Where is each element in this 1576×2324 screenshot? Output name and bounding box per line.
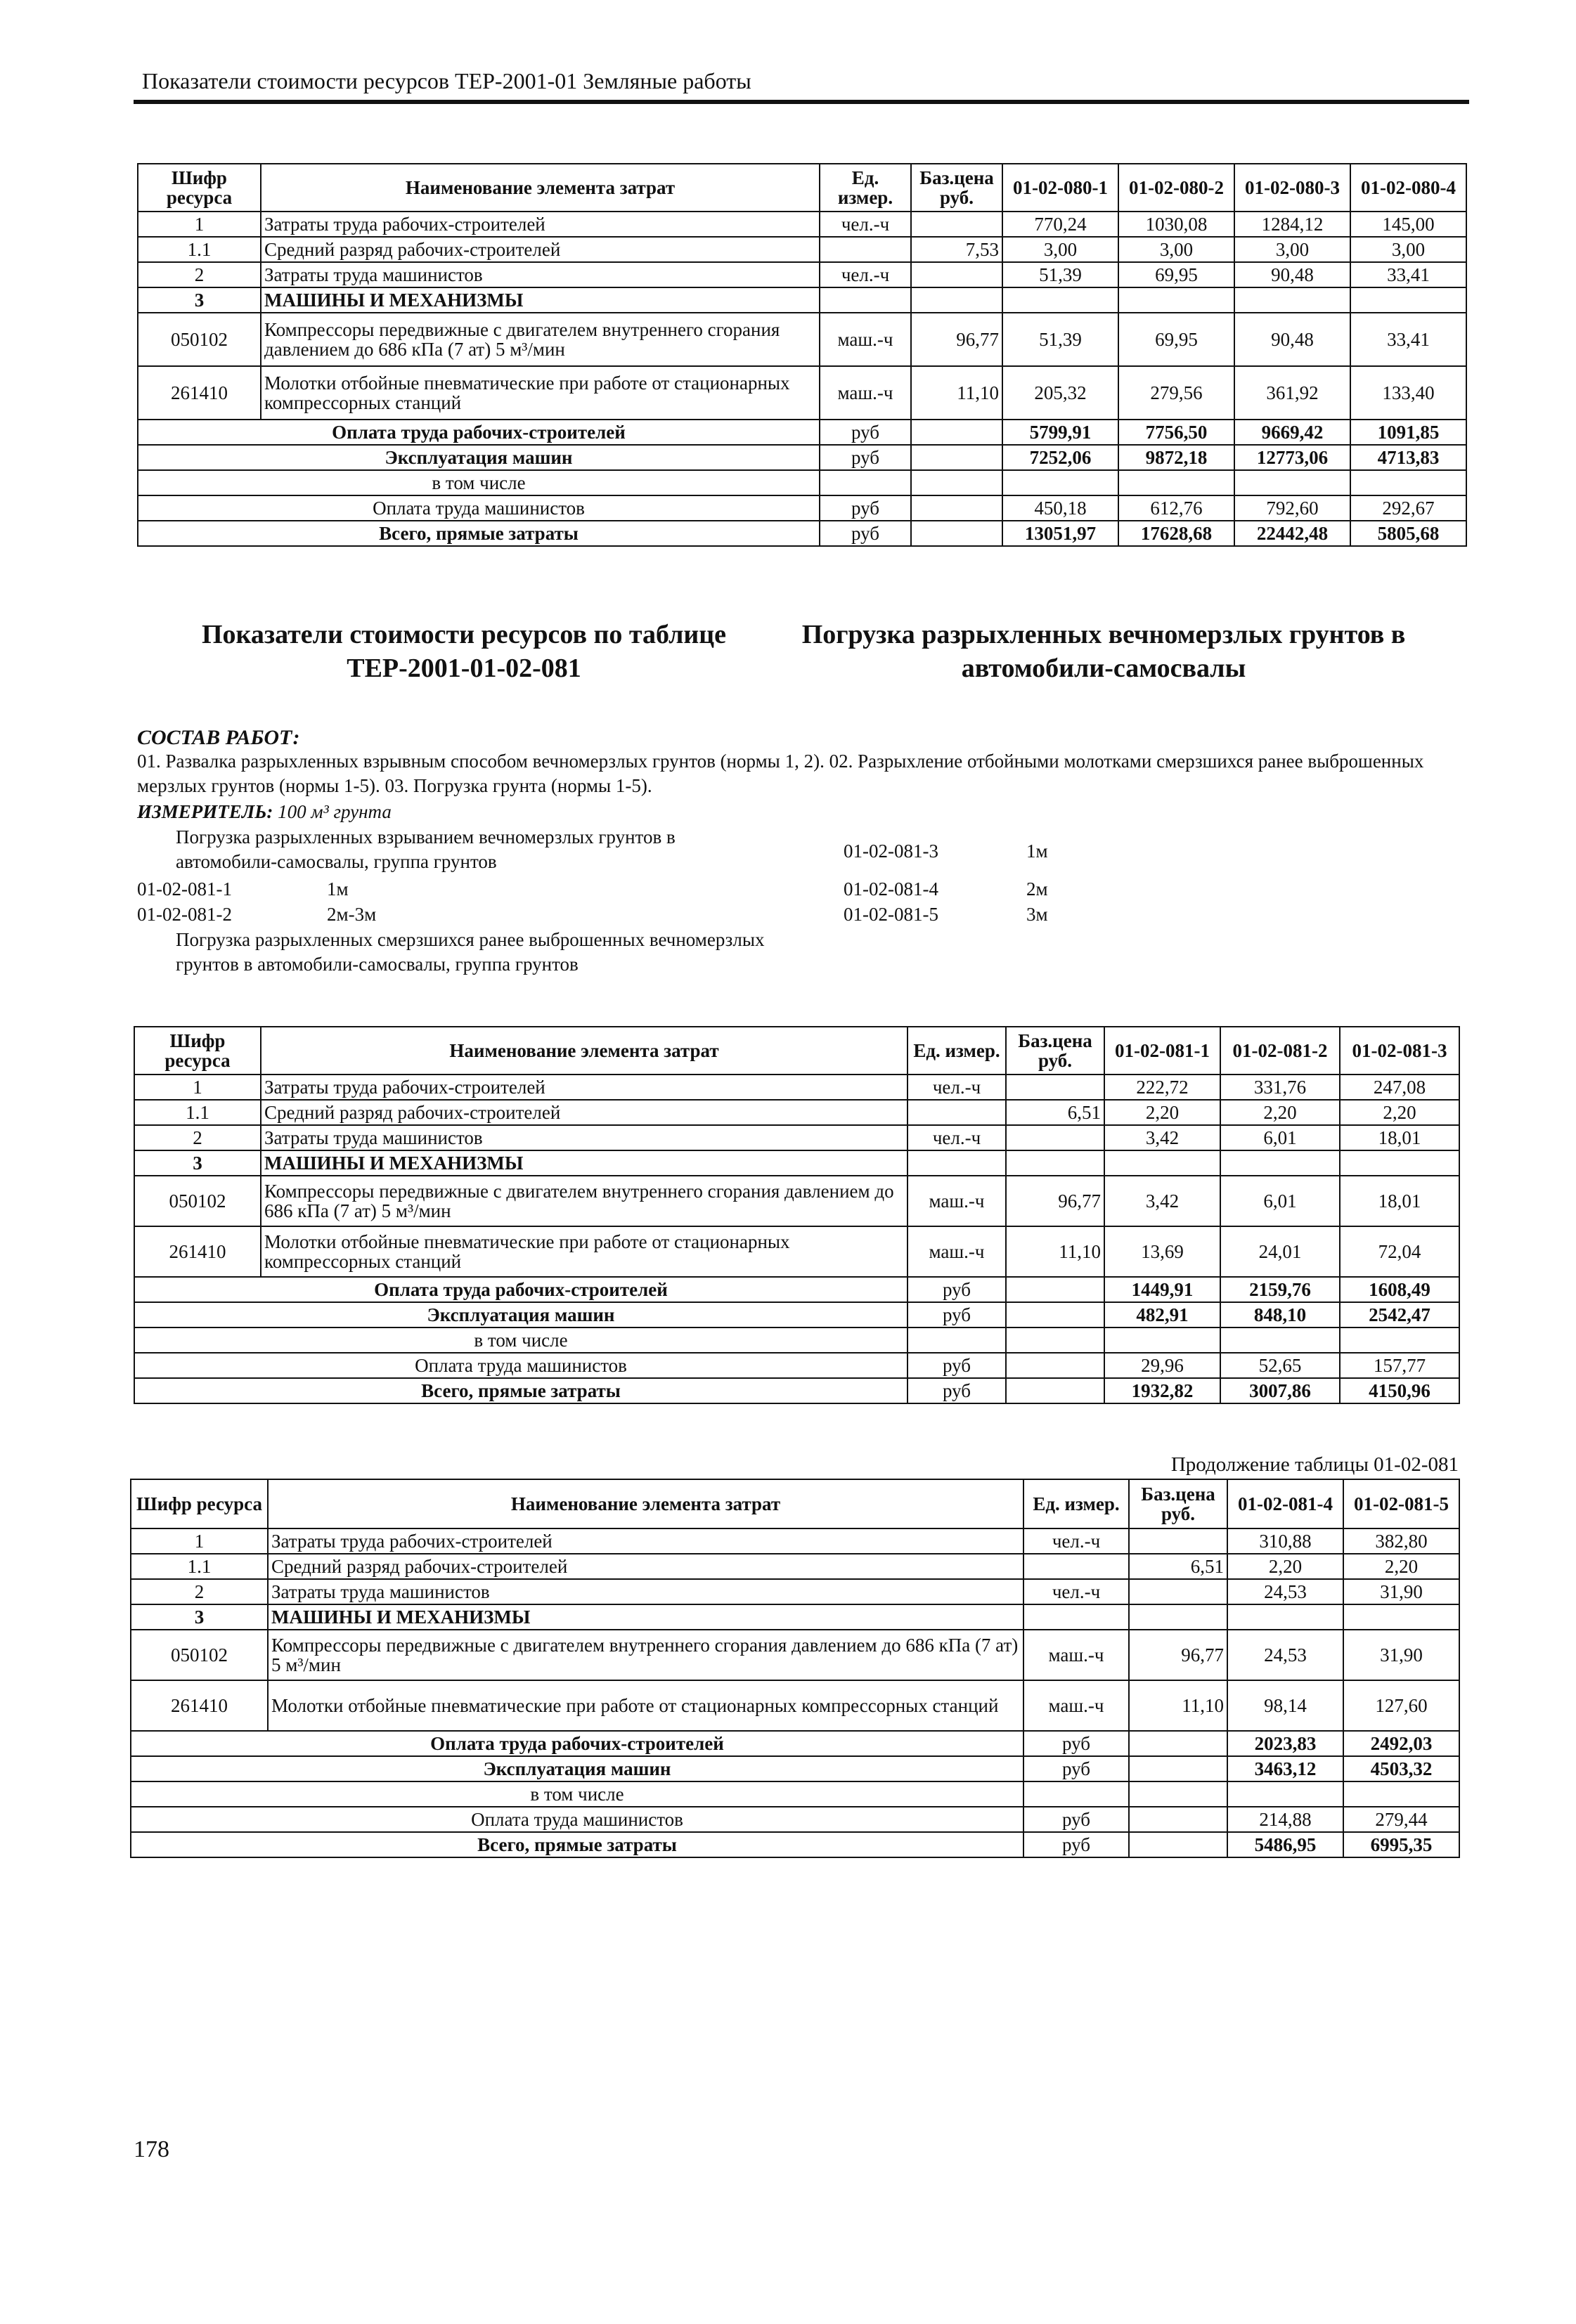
total-row: [134, 1302, 1459, 1327]
unit-cell: маш.-ч: [908, 1176, 1006, 1226]
total-row: [134, 1353, 1459, 1378]
resource-code: 1: [134, 1075, 261, 1100]
value-cell: [1227, 1781, 1343, 1807]
table-row: [138, 262, 1466, 287]
value-cell: 29,96: [1104, 1353, 1220, 1378]
table-row: [134, 1125, 1459, 1150]
total-row: [131, 1781, 1459, 1807]
group2-description: Погрузка разрыхленных смерзшихся ранее выброшенных вечномерзлых грунтов в автомобили-самосвалы, группа грунтов: [176, 929, 765, 975]
price-cell: [1006, 1150, 1104, 1176]
composition-text: 01. Развалка разрыхленных взрывным способом вечномерзлых грунтов (нормы 1, 2). 02. Разрыхление отбойными молотками смерзшихся ранее выброшенных мерзлых грунтов (нормы 1-5). 03. Погрузка грунта (нормы 1-5).: [137, 751, 1424, 797]
table-row: [131, 1680, 1459, 1731]
value-cell: 4503,32: [1343, 1756, 1459, 1781]
resource-code: 3: [134, 1150, 261, 1176]
price-cell: [1006, 1353, 1104, 1378]
value-cell: 292,67: [1350, 495, 1466, 521]
resource-name: Затраты труда машинистов: [261, 1125, 908, 1150]
table-row: [134, 1100, 1459, 1125]
price-cell: [1129, 1579, 1227, 1604]
resource-name: Затраты труда машинистов: [261, 262, 820, 287]
resource-code: 1.1: [131, 1554, 268, 1579]
value-cell: 7252,06: [1002, 445, 1118, 470]
value-cell: 90,48: [1234, 262, 1350, 287]
value-cell: 247,08: [1340, 1075, 1459, 1100]
section-heading-right: Погрузка разрыхленных вечномерзлых грунтов в автомобили-самосвалы: [801, 620, 1406, 683]
value-cell: [1118, 287, 1234, 313]
table-row: [138, 366, 1466, 420]
value-cell: 18,01: [1340, 1176, 1459, 1226]
value-cell: 1449,91: [1104, 1277, 1220, 1302]
value-cell: 1284,12: [1234, 212, 1350, 237]
value-cell: [1220, 1327, 1340, 1353]
norm-code: 01-02-081-2: [137, 904, 232, 925]
unit-cell: руб: [820, 495, 911, 521]
price-cell: 96,77: [1129, 1630, 1227, 1680]
unit-cell: [1023, 1554, 1129, 1579]
total-row: [131, 1756, 1459, 1781]
value-cell: 22442,48: [1234, 521, 1350, 546]
price-cell: 7,53: [911, 237, 1002, 262]
resource-name: Средний разряд рабочих-строителей: [261, 1100, 908, 1125]
table-row: [134, 1176, 1459, 1226]
resource-name: Средний разряд рабочих-строителей: [268, 1554, 1023, 1579]
unit-cell: чел.-ч: [1023, 1579, 1129, 1604]
unit-cell: маш.-ч: [908, 1226, 1006, 1277]
value-cell: 9872,18: [1118, 445, 1234, 470]
resource-code: 1.1: [134, 1100, 261, 1125]
price-cell: 96,77: [1006, 1176, 1104, 1226]
table-row: [131, 1528, 1459, 1554]
table-row: [138, 237, 1466, 262]
resource-name: Молотки отбойные пневматические при работе от стационарных компрессорных станций: [268, 1680, 1023, 1731]
value-cell: 2542,47: [1340, 1302, 1459, 1327]
total-label: Всего, прямые затраты: [134, 1378, 908, 1403]
value-cell: 3,42: [1104, 1125, 1220, 1150]
norm-value: 1м: [327, 878, 349, 900]
total-row: [138, 495, 1466, 521]
price-cell: 11,10: [1006, 1226, 1104, 1277]
value-cell: 51,39: [1002, 313, 1118, 366]
norm-code: 01-02-081-4: [844, 878, 938, 900]
value-cell: 31,90: [1343, 1579, 1459, 1604]
col-norm-header: 01-02-080-3: [1234, 164, 1350, 212]
value-cell: 33,41: [1350, 313, 1466, 366]
norm-value: 1м: [1026, 840, 1048, 862]
unit-cell: маш.-ч: [1023, 1630, 1129, 1680]
total-label: Оплата труда машинистов: [134, 1353, 908, 1378]
total-row: [131, 1807, 1459, 1832]
value-cell: [1350, 470, 1466, 495]
value-cell: 24,53: [1227, 1579, 1343, 1604]
value-cell: 33,41: [1350, 262, 1466, 287]
unit-cell: чел.-ч: [820, 212, 911, 237]
value-cell: 382,80: [1343, 1528, 1459, 1554]
value-cell: 3,00: [1234, 237, 1350, 262]
resource-code: 2: [138, 262, 261, 287]
resource-code: 2: [131, 1579, 268, 1604]
value-cell: 24,53: [1227, 1630, 1343, 1680]
value-cell: 2,20: [1343, 1554, 1459, 1579]
table-row: [134, 1150, 1459, 1176]
unit-cell: [820, 287, 911, 313]
resource-code: 050102: [138, 313, 261, 366]
value-cell: 450,18: [1002, 495, 1118, 521]
total-label: Оплата труда рабочих-строителей: [138, 420, 820, 445]
total-label: Оплата труда машинистов: [131, 1807, 1023, 1832]
total-label: Оплата труда рабочих-строителей: [134, 1277, 908, 1302]
resource-name: Затраты труда рабочих-строителей: [268, 1528, 1023, 1554]
total-row: [138, 420, 1466, 445]
value-cell: 90,48: [1234, 313, 1350, 366]
value-cell: 205,32: [1002, 366, 1118, 420]
table-row: [131, 1604, 1459, 1630]
value-cell: 482,91: [1104, 1302, 1220, 1327]
value-cell: 3463,12: [1227, 1756, 1343, 1781]
value-cell: [1220, 1150, 1340, 1176]
unit-cell: [820, 470, 911, 495]
price-cell: [1129, 1756, 1227, 1781]
value-cell: 848,10: [1220, 1302, 1340, 1327]
unit-cell: руб: [908, 1302, 1006, 1327]
value-cell: [1340, 1327, 1459, 1353]
resource-name: Компрессоры передвижные с двигателем внутреннего сгорания давлением до 686 кПа (7 ат) 5 м³/мин: [268, 1630, 1023, 1680]
total-label: Оплата труда машинистов: [138, 495, 820, 521]
unit-cell: [1023, 1781, 1129, 1807]
value-cell: 3,42: [1104, 1176, 1220, 1226]
total-row: [138, 521, 1466, 546]
value-cell: 2,20: [1340, 1100, 1459, 1125]
value-cell: 51,39: [1002, 262, 1118, 287]
price-cell: [1129, 1528, 1227, 1554]
col-norm-header: 01-02-080-2: [1118, 164, 1234, 212]
resource-name: Молотки отбойные пневматические при работе от стационарных компрессорных станций: [261, 1226, 908, 1277]
value-cell: [1350, 287, 1466, 313]
total-row: [131, 1731, 1459, 1756]
table-row: [131, 1630, 1459, 1680]
value-cell: 222,72: [1104, 1075, 1220, 1100]
price-cell: [911, 445, 1002, 470]
resource-name: Затраты труда рабочих-строителей: [261, 1075, 908, 1100]
continuation-caption: Продолжение таблицы 01-02-081: [1170, 1453, 1459, 1476]
value-cell: [1118, 470, 1234, 495]
unit-cell: руб: [1023, 1731, 1129, 1756]
value-cell: 6,01: [1220, 1176, 1340, 1226]
price-cell: [1006, 1327, 1104, 1353]
cost-table-081-continued: [130, 1479, 1460, 1858]
price-cell: [911, 521, 1002, 546]
total-row: [134, 1277, 1459, 1302]
value-cell: 2159,76: [1220, 1277, 1340, 1302]
norm-value: 2м: [1026, 878, 1048, 900]
col-norm-header: 01-02-081-5: [1343, 1479, 1459, 1528]
unit-cell: руб: [820, 521, 911, 546]
value-cell: [1104, 1150, 1220, 1176]
value-cell: 2023,83: [1227, 1731, 1343, 1756]
norm-code: 01-02-081-3: [844, 840, 938, 862]
resource-name: Компрессоры передвижные с двигателем внутреннего сгорания давлением до 686 кПа (7 ат) 5 м³/мин: [261, 1176, 908, 1226]
col-unit-header: Ед. измер.: [820, 164, 911, 212]
value-cell: 5486,95: [1227, 1832, 1343, 1857]
value-cell: 279,56: [1118, 366, 1234, 420]
total-row: [138, 445, 1466, 470]
col-norm-header: 01-02-081-1: [1104, 1027, 1220, 1075]
resource-code: 1.1: [138, 237, 261, 262]
table-header-row: [134, 1027, 1459, 1075]
value-cell: 9669,42: [1234, 420, 1350, 445]
value-cell: 2,20: [1227, 1554, 1343, 1579]
col-name-header: Наименование элемента затрат: [268, 1479, 1023, 1528]
total-label: в том числе: [134, 1327, 908, 1353]
section-heading-left: Показатели стоимости ресурсов по таблице ТЕР-2001-01-02-081: [201, 620, 727, 683]
col-unit-header: Ед. измер.: [1023, 1479, 1129, 1528]
resource-code: 3: [131, 1604, 268, 1630]
unit-cell: руб: [908, 1353, 1006, 1378]
unit-cell: чел.-ч: [820, 262, 911, 287]
value-cell: 2,20: [1220, 1100, 1340, 1125]
value-cell: [1227, 1604, 1343, 1630]
value-cell: 1030,08: [1118, 212, 1234, 237]
value-cell: 792,60: [1234, 495, 1350, 521]
cost-table-080: [137, 163, 1467, 547]
value-cell: 127,60: [1343, 1680, 1459, 1731]
unit-cell: руб: [908, 1378, 1006, 1403]
price-cell: [911, 212, 1002, 237]
resource-code: 050102: [134, 1176, 261, 1226]
page-number: 178: [134, 2136, 169, 2162]
total-row: [131, 1832, 1459, 1857]
value-cell: [1104, 1327, 1220, 1353]
value-cell: 1932,82: [1104, 1378, 1220, 1403]
page-header: [134, 65, 1469, 104]
value-cell: 145,00: [1350, 212, 1466, 237]
col-price-header: Баз.цена руб.: [1006, 1027, 1104, 1075]
price-cell: [911, 495, 1002, 521]
price-cell: [911, 262, 1002, 287]
value-cell: 2492,03: [1343, 1731, 1459, 1756]
unit-cell: руб: [1023, 1807, 1129, 1832]
col-code-header: Шифр ресурса: [131, 1479, 268, 1528]
unit-cell: руб: [820, 420, 911, 445]
value-cell: 6,01: [1220, 1125, 1340, 1150]
price-cell: [1129, 1781, 1227, 1807]
col-name-header: Наименование элемента затрат: [261, 164, 820, 212]
unit-cell: [1023, 1604, 1129, 1630]
value-cell: 69,95: [1118, 313, 1234, 366]
meter-value: 100 м³ грунта: [278, 801, 392, 822]
value-cell: [1343, 1604, 1459, 1630]
price-cell: 11,10: [911, 366, 1002, 420]
table-row: [134, 1226, 1459, 1277]
value-cell: 18,01: [1340, 1125, 1459, 1150]
col-name-header: Наименование элемента затрат: [261, 1027, 908, 1075]
value-cell: 72,04: [1340, 1226, 1459, 1277]
col-norm-header: 01-02-080-1: [1002, 164, 1118, 212]
unit-cell: чел.-ч: [1023, 1528, 1129, 1554]
norm-value: 3м: [1026, 904, 1048, 925]
resource-code: 050102: [131, 1630, 268, 1680]
value-cell: 3,00: [1118, 237, 1234, 262]
total-label: в том числе: [138, 470, 820, 495]
unit-cell: руб: [1023, 1832, 1129, 1857]
value-cell: 5805,68: [1350, 521, 1466, 546]
value-cell: 310,88: [1227, 1528, 1343, 1554]
price-cell: 11,10: [1129, 1680, 1227, 1731]
value-cell: [1002, 470, 1118, 495]
col-norm-header: 01-02-081-4: [1227, 1479, 1343, 1528]
unit-cell: руб: [908, 1277, 1006, 1302]
value-cell: 7756,50: [1118, 420, 1234, 445]
value-cell: 331,76: [1220, 1075, 1340, 1100]
unit-cell: маш.-ч: [1023, 1680, 1129, 1731]
price-cell: 96,77: [911, 313, 1002, 366]
value-cell: 4713,83: [1350, 445, 1466, 470]
value-cell: 2,20: [1104, 1100, 1220, 1125]
price-cell: [1129, 1807, 1227, 1832]
total-label: Эксплуатация машин: [134, 1302, 908, 1327]
unit-cell: маш.-ч: [820, 313, 911, 366]
price-cell: [911, 287, 1002, 313]
value-cell: 6995,35: [1343, 1832, 1459, 1857]
total-label: Эксплуатация машин: [131, 1756, 1023, 1781]
resource-code: 3: [138, 287, 261, 313]
table-header-row: [131, 1479, 1459, 1528]
col-code-header: Шифр ресурса: [138, 164, 261, 212]
resource-name: Затраты труда машинистов: [268, 1579, 1023, 1604]
value-cell: 1608,49: [1340, 1277, 1459, 1302]
price-cell: 6,51: [1129, 1554, 1227, 1579]
value-cell: 361,92: [1234, 366, 1350, 420]
unit-cell: [908, 1327, 1006, 1353]
value-cell: 12773,06: [1234, 445, 1350, 470]
total-row: [138, 470, 1466, 495]
total-row: [134, 1378, 1459, 1403]
col-norm-header: 01-02-080-4: [1350, 164, 1466, 212]
resource-name: МАШИНЫ И МЕХАНИЗМЫ: [261, 287, 820, 313]
value-cell: 52,65: [1220, 1353, 1340, 1378]
value-cell: [1234, 470, 1350, 495]
value-cell: 3,00: [1350, 237, 1466, 262]
col-price-header: Баз.цена руб.: [911, 164, 1002, 212]
value-cell: 4150,96: [1340, 1378, 1459, 1403]
table-row: [138, 313, 1466, 366]
value-cell: 157,77: [1340, 1353, 1459, 1378]
value-cell: 17628,68: [1118, 521, 1234, 546]
value-cell: [1234, 287, 1350, 313]
total-label: Эксплуатация машин: [138, 445, 820, 470]
resource-code: 2: [134, 1125, 261, 1150]
total-label: в том числе: [131, 1781, 1023, 1807]
price-cell: [911, 470, 1002, 495]
value-cell: 770,24: [1002, 212, 1118, 237]
value-cell: 612,76: [1118, 495, 1234, 521]
value-cell: 3,00: [1002, 237, 1118, 262]
price-cell: [1129, 1731, 1227, 1756]
resource-name: МАШИНЫ И МЕХАНИЗМЫ: [261, 1150, 908, 1176]
table-row: [131, 1579, 1459, 1604]
value-cell: 133,40: [1350, 366, 1466, 420]
table-header-row: [138, 164, 1466, 212]
value-cell: 5799,91: [1002, 420, 1118, 445]
price-cell: [1006, 1277, 1104, 1302]
resource-code: 261410: [131, 1680, 268, 1731]
value-cell: 13051,97: [1002, 521, 1118, 546]
price-cell: 6,51: [1006, 1100, 1104, 1125]
total-label: Оплата труда рабочих-строителей: [131, 1731, 1023, 1756]
value-cell: [1002, 287, 1118, 313]
value-cell: [1340, 1150, 1459, 1176]
resource-code: 1: [138, 212, 261, 237]
total-label: Всего, прямые затраты: [131, 1832, 1023, 1857]
price-cell: [1006, 1302, 1104, 1327]
resource-code: 1: [131, 1528, 268, 1554]
table-row: [131, 1554, 1459, 1579]
cost-table-081: [134, 1026, 1460, 1404]
resource-code: 261410: [138, 366, 261, 420]
resource-name: МАШИНЫ И МЕХАНИЗМЫ: [268, 1604, 1023, 1630]
col-norm-header: 01-02-081-2: [1220, 1027, 1340, 1075]
resource-name: Средний разряд рабочих-строителей: [261, 237, 820, 262]
col-price-header: Баз.цена руб.: [1129, 1479, 1227, 1528]
value-cell: [1343, 1781, 1459, 1807]
total-row: [134, 1327, 1459, 1353]
resource-code: 261410: [134, 1226, 261, 1277]
price-cell: [1006, 1125, 1104, 1150]
col-code-header: Шифр ресурса: [134, 1027, 261, 1075]
price-cell: [911, 420, 1002, 445]
unit-cell: чел.-ч: [908, 1075, 1006, 1100]
unit-cell: маш.-ч: [820, 366, 911, 420]
table-row: [134, 1075, 1459, 1100]
resource-name: Затраты труда рабочих-строителей: [261, 212, 820, 237]
price-cell: [1006, 1075, 1104, 1100]
value-cell: 13,69: [1104, 1226, 1220, 1277]
resource-name: Молотки отбойные пневматические при работе от стационарных компрессорных станций: [261, 366, 820, 420]
table-row: [138, 287, 1466, 313]
col-norm-header: 01-02-081-3: [1340, 1027, 1459, 1075]
value-cell: 24,01: [1220, 1226, 1340, 1277]
value-cell: 1091,85: [1350, 420, 1466, 445]
unit-cell: [820, 237, 911, 262]
norm-code: 01-02-081-5: [844, 904, 938, 925]
price-cell: [1129, 1832, 1227, 1857]
meter-label: ИЗМЕРИТЕЛЬ:: [137, 801, 273, 822]
resource-name: Компрессоры передвижные с двигателем внутреннего сгорания давлением до 686 кПа (7 ат) 5 м³/мин: [261, 313, 820, 366]
total-label: Всего, прямые затраты: [138, 521, 820, 546]
value-cell: 98,14: [1227, 1680, 1343, 1731]
meter-line: [137, 800, 392, 824]
unit-cell: [908, 1100, 1006, 1125]
unit-cell: руб: [1023, 1756, 1129, 1781]
value-cell: 214,88: [1227, 1807, 1343, 1832]
composition-title: СОСТАВ РАБОТ:: [137, 726, 300, 749]
col-unit-header: Ед. измер.: [908, 1027, 1006, 1075]
norm-value: 2м-3м: [327, 904, 377, 925]
price-cell: [1006, 1378, 1104, 1403]
table-row: [138, 212, 1466, 237]
value-cell: 69,95: [1118, 262, 1234, 287]
unit-cell: руб: [820, 445, 911, 470]
unit-cell: [908, 1150, 1006, 1176]
group1-description: Погрузка разрыхленных взрыванием вечномерзлых грунтов в автомобили-самосвалы, группа грунтов: [176, 826, 676, 873]
value-cell: 279,44: [1343, 1807, 1459, 1832]
norm-code: 01-02-081-1: [137, 878, 232, 900]
value-cell: 31,90: [1343, 1630, 1459, 1680]
value-cell: 3007,86: [1220, 1378, 1340, 1403]
header-title: Показатели стоимости ресурсов ТЕР-2001-01 Земляные работы: [142, 68, 751, 93]
unit-cell: чел.-ч: [908, 1125, 1006, 1150]
price-cell: [1129, 1604, 1227, 1630]
